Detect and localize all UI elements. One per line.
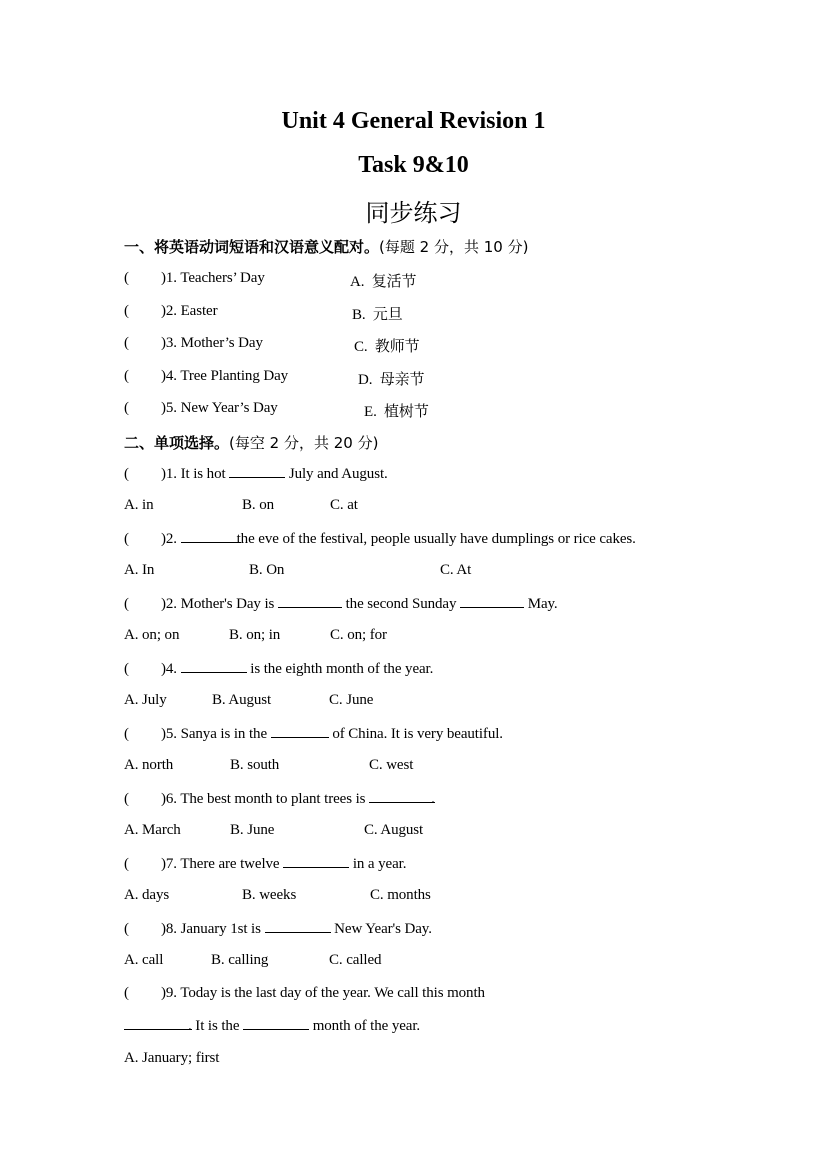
question-6-option-b: B. June <box>230 822 275 838</box>
match-item-2: ( )2. Easter <box>124 303 218 319</box>
question-3-option-c: C. on; for <box>330 627 387 643</box>
answer-blank[interactable] <box>271 725 329 738</box>
match-item-question: )3. Mother’s Day <box>161 335 263 351</box>
match-item-question: )2. Easter <box>161 303 218 319</box>
question-5-option-c: C. west <box>369 757 414 773</box>
question-7-option-b: B. weeks <box>242 887 297 903</box>
question-9-option-a: A. January; first <box>124 1050 220 1066</box>
match-option-c: C. 教师节 <box>354 337 420 355</box>
match-item-question: )1. Teachers’ Day <box>161 270 265 286</box>
match-item-3: ( )3. Mother’s Day <box>124 335 263 351</box>
answer-blank[interactable] <box>278 595 342 608</box>
question-1-option-a: A. in <box>124 497 154 513</box>
question-8: ( )8. January 1st is New Year's Day. <box>124 921 432 937</box>
answer-blank[interactable] <box>229 465 285 478</box>
match-option-e: E. 植树节 <box>364 402 429 420</box>
question-4-option-b: B. August <box>212 692 272 708</box>
question-1-option-c: C. at <box>330 497 358 513</box>
question-8-option-b: B. calling <box>211 952 269 968</box>
section-1-note: (每题 2 分，共 10 分) <box>379 238 529 256</box>
section-2-note: (每空 2 分，共 20 分) <box>229 434 379 452</box>
question-4-option-a: A. July <box>124 692 167 708</box>
question-5: ( )5. Sanya is in the of China. It is very beautiful. <box>124 726 503 742</box>
answer-blank[interactable] <box>369 790 435 803</box>
question-2: ( )2. the eve of the festival, people usually have dumplings or rice cakes. <box>124 531 636 547</box>
question-8-option-c: C. called <box>329 952 382 968</box>
question-4-option-c: C. June <box>329 692 374 708</box>
answer-blank[interactable] <box>265 920 331 933</box>
question-2-option-b: B. On <box>249 562 285 578</box>
match-item-question: )5. New Year’s Day <box>161 400 278 416</box>
question-5-option-a: A. north <box>124 757 174 773</box>
question-8-option-a: A. call <box>124 952 164 968</box>
question-6-option-c: C. August <box>364 822 424 838</box>
answer-blank[interactable] <box>460 595 524 608</box>
question-7-option-a: A. days <box>124 887 170 903</box>
question-6-option-a: A. March <box>124 822 181 838</box>
question-2-option-c: C. At <box>440 562 472 578</box>
question-2-option-a: A. In <box>124 562 155 578</box>
section-2-title: 二、单项选择。 <box>124 434 230 452</box>
match-item-4: ( )4. Tree Planting Day <box>124 368 289 384</box>
answer-blank[interactable] <box>243 1017 309 1030</box>
page-cn-title: 同步练习 <box>365 199 462 227</box>
match-option-a: A. 复活节 <box>350 272 417 290</box>
page-title: Unit 4 General Revision 1 <box>281 108 546 134</box>
section-1-heading <box>124 236 528 257</box>
match-item-question: )4. Tree Planting Day <box>161 368 289 384</box>
question-3-option-b: B. on; in <box>229 627 281 643</box>
question-4: ( )4. is the eighth month of the year. <box>124 661 434 677</box>
answer-blank[interactable] <box>181 530 241 543</box>
question-7: ( )7. There are twelve in a year. <box>124 856 407 872</box>
match-item-5: ( )5. New Year’s Day <box>124 400 278 416</box>
answer-blank[interactable] <box>283 855 349 868</box>
section-2-heading <box>124 432 378 453</box>
question-5-option-b: B. south <box>230 757 280 773</box>
match-item-1: ( )1. Teachers’ Day <box>124 270 265 286</box>
question-3: ( )2. Mother's Day is the second Sunday May. <box>124 596 558 612</box>
question-3-option-a: A. on; on <box>124 627 180 643</box>
match-option-d: D. 母亲节 <box>358 370 425 388</box>
answer-blank[interactable] <box>181 660 247 673</box>
answer-blank[interactable] <box>124 1017 192 1030</box>
section-1-title: 一、将英语动词短语和汉语意义配对。 <box>124 238 380 256</box>
question-1-option-b: B. on <box>242 497 275 513</box>
match-option-b: B. 元旦 <box>352 305 403 323</box>
question-9: ( )9. Today is the last day of the year. We call this month <box>124 985 485 1001</box>
page-subtitle: Task 9&10 <box>358 152 469 178</box>
question-6: ( )6. The best month to plant trees is . <box>124 791 435 807</box>
question-1: ( )1. It is hot July and August. <box>124 466 388 482</box>
question-7-option-c: C. months <box>370 887 431 903</box>
question-9-line-2: . It is the month of the year. <box>124 1017 420 1035</box>
